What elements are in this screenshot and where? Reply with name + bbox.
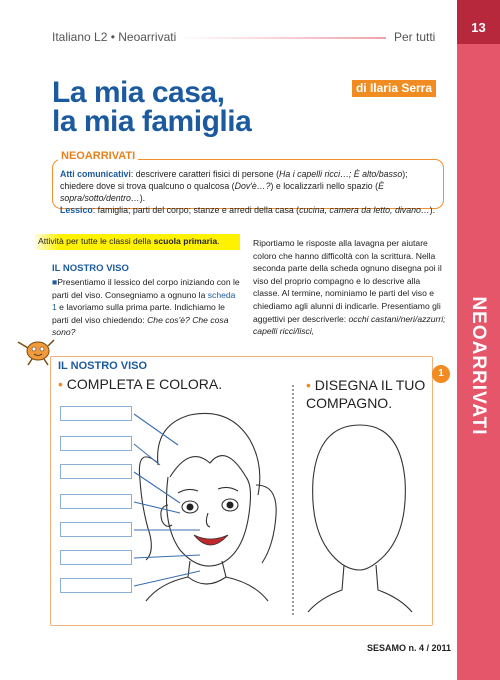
- right-column: [253, 237, 446, 338]
- worksheet-number-badge: 1: [432, 365, 450, 383]
- atti-text: ) e localizzarli nello spazio (: [270, 181, 379, 191]
- lessico-label: Lessico: [60, 205, 93, 215]
- objectives-text: [60, 168, 440, 216]
- highlight-note: [38, 236, 220, 246]
- header-section: Italiano L2 • Neoarrivati: [52, 30, 177, 44]
- section-title: IL NOSTRO VISO: [52, 263, 129, 274]
- title-line-1: La mia casa,: [52, 76, 225, 109]
- page-number: 13: [471, 20, 486, 35]
- atti-example: Dov'è…?: [234, 181, 271, 191]
- lessico-text: : famiglia; parti del corpo; stanze e arredi della casa (: [92, 205, 300, 215]
- objectives-label: NEOARRIVATI: [58, 150, 138, 162]
- highlight-text: .: [217, 236, 220, 246]
- atti-example: È sopra/sotto/dentro…: [60, 181, 384, 203]
- lessico-text: ).: [429, 205, 436, 215]
- atti-text: ).: [139, 193, 146, 203]
- atti-example: Ha i capelli ricci…; È alto/basso: [279, 169, 403, 179]
- side-tab-label: NEOARRIVATI: [468, 296, 489, 436]
- left-text: Presentiamo il lessico del corpo iniziando con le parti del viso. Consegniamo a ognuno la: [52, 277, 240, 300]
- atti-label: Atti comunicativi: [60, 169, 131, 179]
- right-examples: occhi castani/neri/azzurri; capelli ricci/lisci,: [253, 313, 446, 337]
- highlight-bold: scuola primaria: [153, 236, 218, 246]
- footer-issue: SESAMO n. 4 / 2011: [367, 643, 452, 653]
- worksheet-link[interactable]: scheda 1: [52, 289, 236, 313]
- worksheet-task-2: [306, 376, 426, 412]
- left-question: Che cos'è? Che cosa sono?: [52, 314, 229, 338]
- lessico-example: cucina, camera da letto, divano…: [299, 205, 430, 215]
- author-badge: di Ilaria Serra: [352, 80, 436, 97]
- left-column: [52, 276, 240, 339]
- worksheet-title: IL NOSTRO VISO: [58, 360, 148, 372]
- orange-bullet: •: [58, 376, 63, 392]
- girl-face-drawing: [50, 385, 295, 620]
- right-text: Riportiamo le risposte alla lavagna per aiutare coloro che hanno difficoltà con la scrittura. Nella seconda parte della scheda ognuno disegna poi il viso del proprio compagno e lo descrive alla classe. Al termine, nominiamo le parti del viso e chiediamo agli alunni di indicarle. Presentiamo gli aggettivi per descriverle:: [253, 238, 442, 324]
- task-2-text: DISEGNA IL TUO COMPAGNO.: [306, 377, 426, 411]
- orange-bullet: •: [306, 377, 311, 393]
- atti-text: ); chiedere dove si trova qualcuno o qualcosa (: [60, 169, 408, 191]
- atti-text: : descrivere caratteri fisici di persone (: [130, 169, 280, 179]
- bullet-square: ■: [52, 277, 58, 287]
- left-text: e lavoriamo sulla prima parte. Indichiamo le parti del viso chiedendo:: [52, 302, 225, 325]
- article-title: [52, 78, 251, 136]
- header-rule: [178, 37, 386, 39]
- highlight-text: Attività per tutte le classi della: [38, 236, 154, 246]
- blank-face-outline: [300, 420, 425, 620]
- header-category: Per tutti: [394, 30, 436, 44]
- title-line-2: la mia famiglia: [52, 105, 252, 138]
- task-1-text: COMPLETA E COLORA.: [66, 376, 223, 392]
